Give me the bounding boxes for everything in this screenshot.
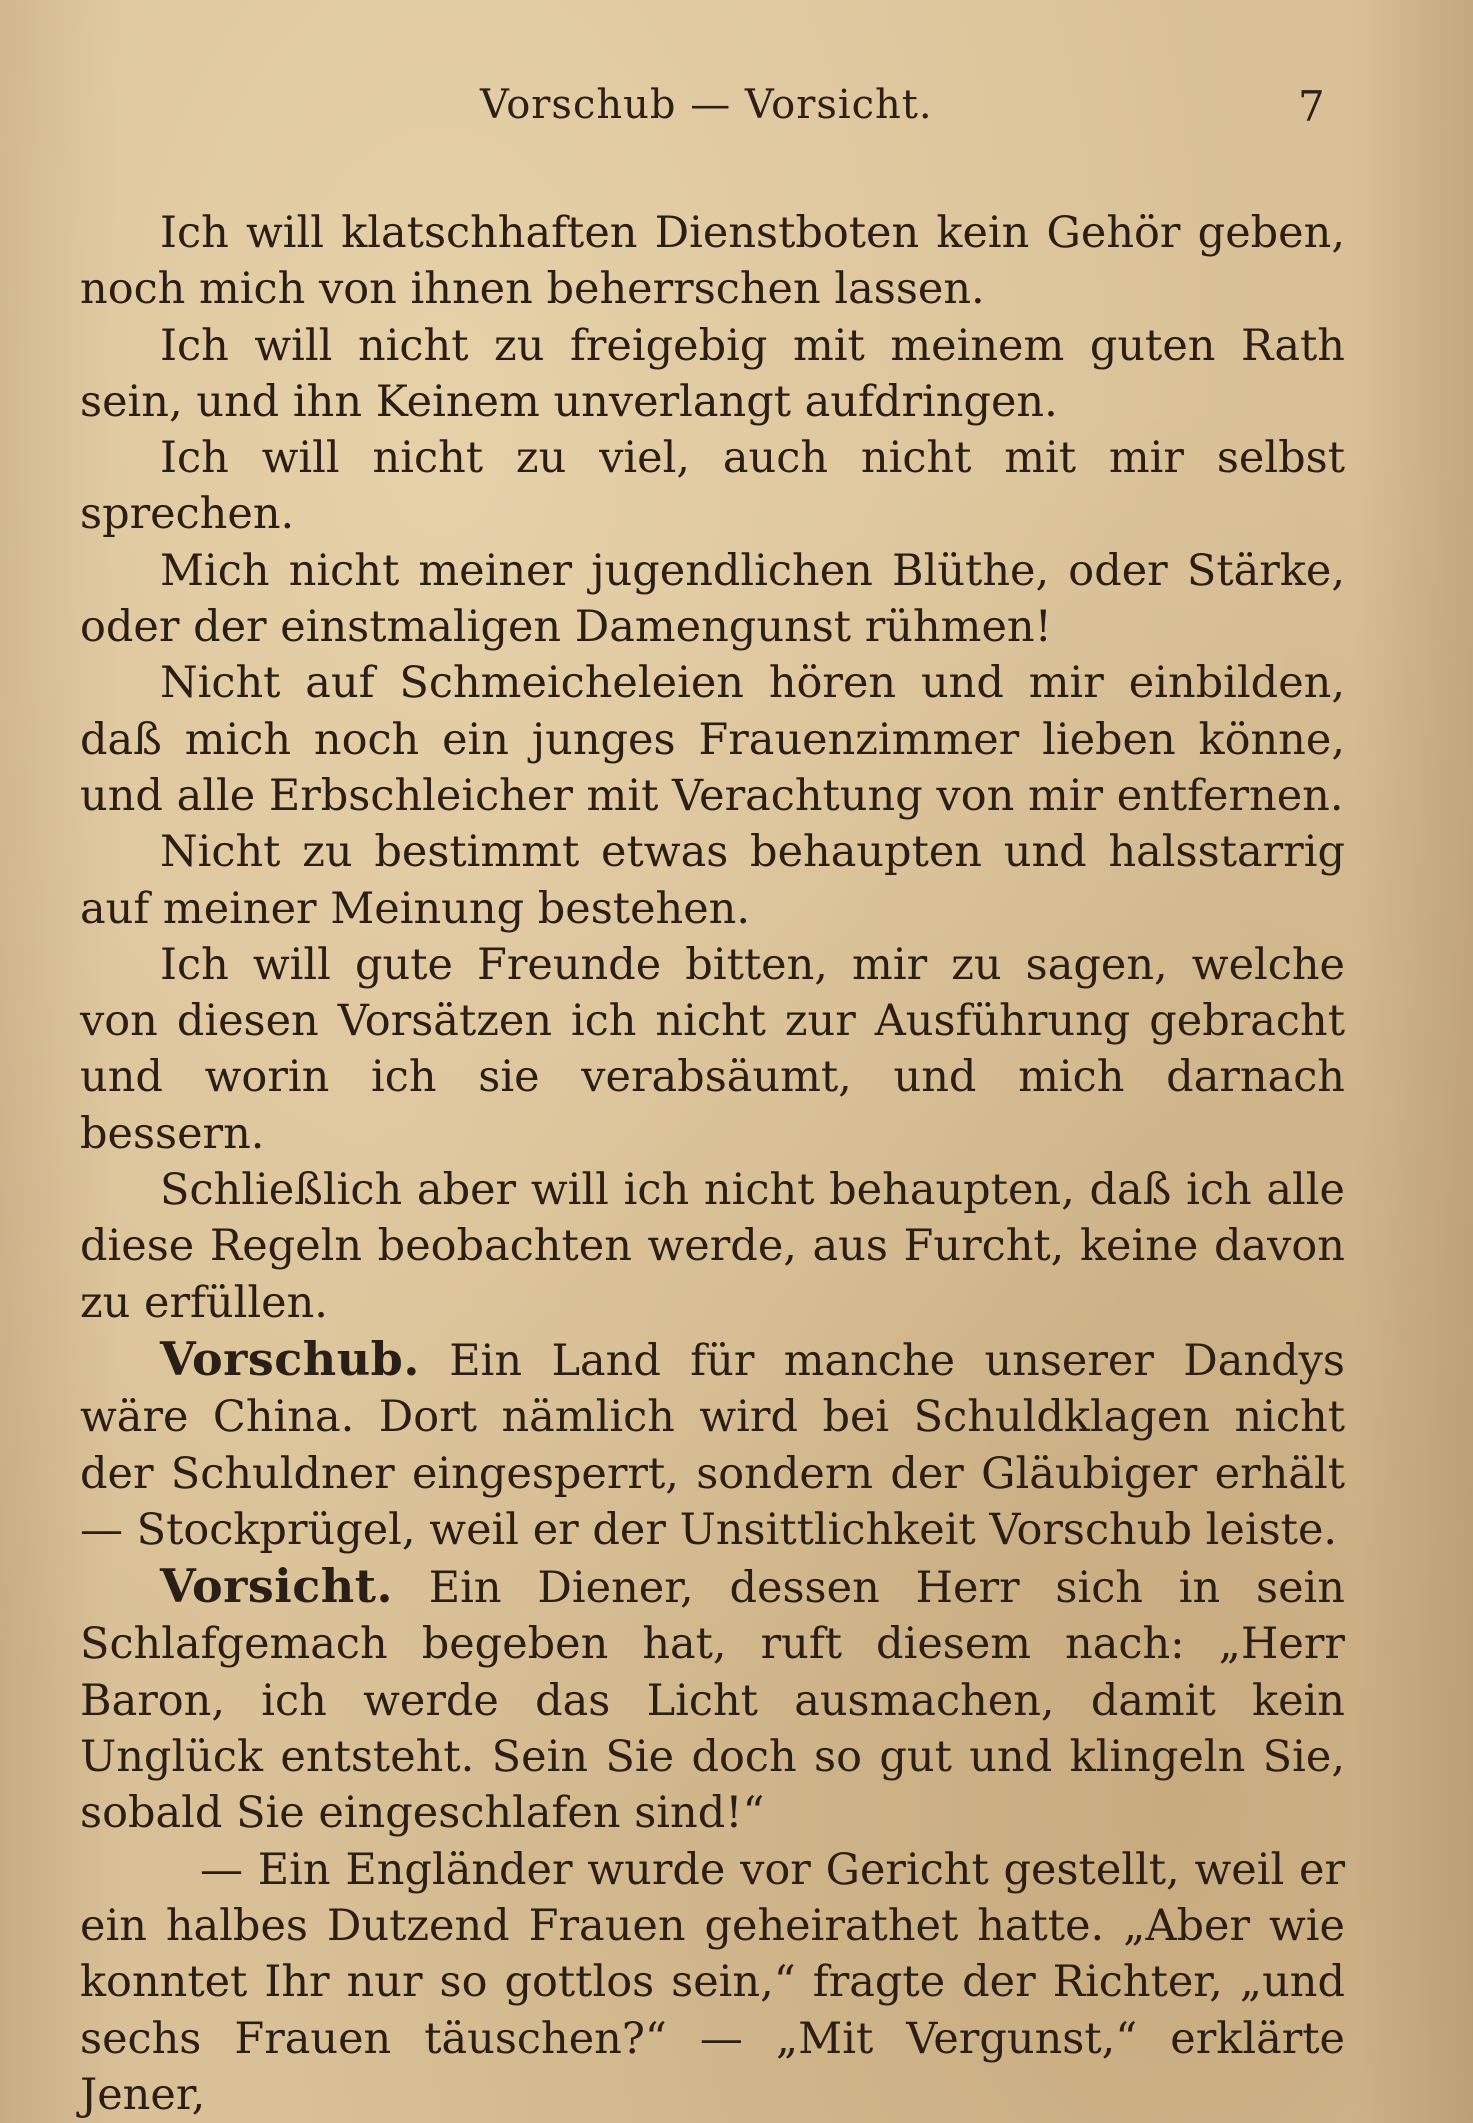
paragraph: Schließlich aber will ich nicht behaupten, daß ich alle diese Regeln beobachten werde, aus Furcht, keine davon zu erfüllen. (80, 1165, 1345, 1328)
page-number: 7 (1298, 82, 1325, 131)
body-text (80, 205, 1345, 2123)
paragraph: Nicht zu bestimmt etwas behaupten und halsstarrig auf meiner Meinung bestehen. (80, 827, 1345, 934)
dictionary-entry (80, 1558, 1345, 1841)
entry-headword: Vorschub. (160, 1331, 420, 1386)
running-head: Vorschub — Vorsicht. (480, 82, 933, 128)
entry-headword: Vorsicht. (160, 1559, 393, 1614)
paragraph: Ich will nicht zu freigebig mit meinem guten Rath sein, und ihn Keinem unverlangt aufdringen. (80, 320, 1345, 427)
entry-text: Ein Diener, dessen Herr sich in sein Schlafgemach begeben hat, ruft diesem nach: „Herr Baron, ich werde das Licht ausmachen, damit kein Unglück entsteht. Sein Sie doch so gut und klingeln Sie, sobald Sie eingeschlafen sind!“ (80, 1563, 1345, 1839)
paragraph: Ich will gute Freunde bitten, mir zu sagen, welche von diesen Vorsätzen ich nicht zur Ausführung gebracht und worin ich sie verabsäumt, und mich darnach bessern. (80, 939, 1345, 1159)
page-header (0, 82, 1473, 152)
paragraph: Nicht auf Schmeicheleien hören und mir einbilden, daß mich noch ein junges Frauenzimmer lieben könne, und alle Erbschleicher mit Verachtung von mir entfernen. (80, 658, 1345, 821)
paragraph: Ich will nicht zu viel, auch nicht mit mir selbst sprechen. (80, 433, 1345, 540)
paragraph: Ich will klatschhaften Dienstboten kein Gehör geben, noch mich von ihnen beherrschen lassen. (80, 208, 1345, 315)
paragraph: — Ein Engländer wurde vor Gericht gestellt, weil er ein halbes Dutzend Frauen geheirathet hatte. „Aber wie konntet Ihr nur so gottlos sein,“ fragte der Richter, „und sechs Frauen täuschen?“ — „Mit Vergunst,“ erklärte Jener, (80, 1844, 1345, 2120)
paragraph: Mich nicht meiner jugendlichen Blüthe, oder Stärke, oder der einstmaligen Damengunst rühmen! (80, 545, 1345, 653)
dictionary-entry (80, 1331, 1345, 1558)
entry-text: Ein Land für manche unserer Dandys wäre China. Dort nämlich wird bei Schuldklagen nicht der Schuldner eingesperrt, sondern der Gläubiger erhält — Stockprügel, weil er der Unsittlichkeit Vorschub leiste. (80, 1335, 1345, 1555)
